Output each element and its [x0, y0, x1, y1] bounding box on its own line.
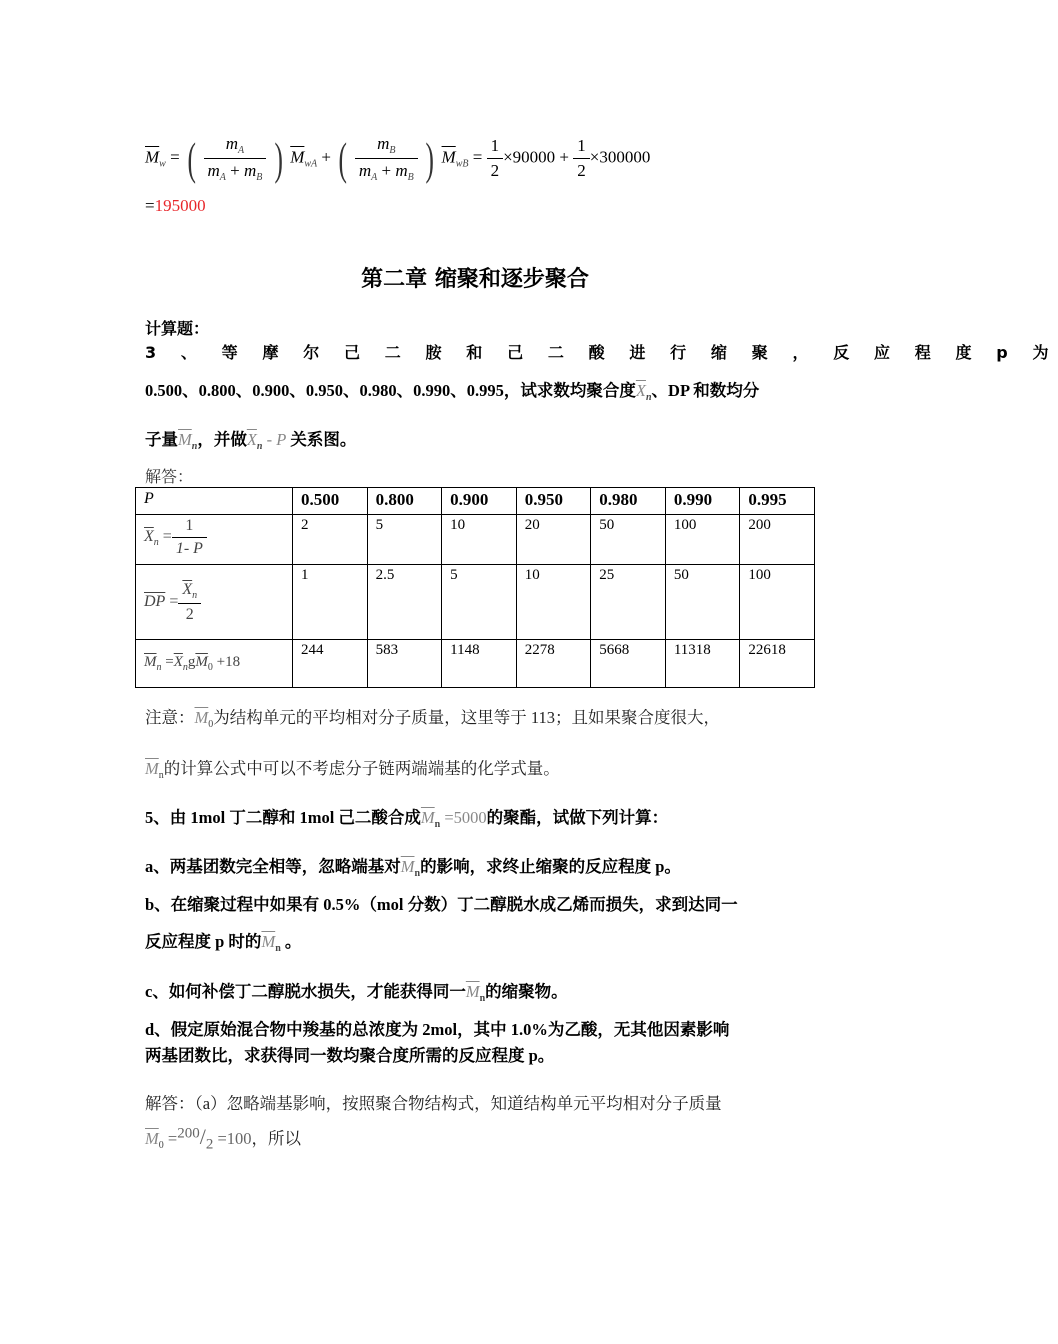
problem5-b-line2: 反应程度 p 时的$\overline{M}_n$ 。 [145, 932, 302, 954]
problem5-a: a、两基团数完全相等，忽略端基对$\overline{M}_n$的影响，求终止缩聚的反应程度 p。 [145, 857, 681, 879]
header-p: P [136, 488, 293, 515]
table-cell: 583 [367, 640, 442, 688]
table-cell: 11318 [665, 640, 740, 688]
problem5-c: c、如何补偿丁二醇脱水损失，才能获得同一$\overline{M}_n$的缩聚物。 [145, 982, 568, 1004]
note-line2: $\overline{M}_n$的计算公式中可以不考虑分子链两端端基的化学式量。 [145, 759, 560, 781]
problem3-line1: 3 、 等 摩 尔 己 二 胺 和 己 二 酸 进 行 缩 聚 ， 反 应 程 度 p 为 [145, 343, 1058, 362]
table-cell: 5 [367, 515, 442, 565]
header-cell: 0.500 [293, 488, 368, 515]
table-cell: 5668 [591, 640, 666, 688]
header-cell: 0.800 [367, 488, 442, 515]
table-cell: 200 [740, 515, 815, 565]
table-cell: 20 [516, 515, 591, 565]
table-cell: 244 [293, 640, 368, 688]
mw-formula: $\overline{M}_w$ = ( $\frac{m_A}{m_A + m_B}$ ) $\overline{M}_{wA}$ + ( $\frac{m_B}{m_A + m_B}$ ) $\overline{M}_{wB}$ = $\frac{1}{2}$ ×90000 + $\frac{1}{2}$ ×300000 [145, 133, 651, 184]
problem5-d-line1: d、假定原始混合物中羧基的总浓度为 2mol，其中 1.0%为乙酸，无其他因素影响 [145, 1020, 730, 1039]
answer-label: 解答： [145, 469, 194, 486]
header-cell: 0.950 [516, 488, 591, 515]
table-cell: 2278 [516, 640, 591, 688]
problem5-b-line1: b、在缩聚过程中如果有 0.5%（mol 分数）丁二醇脱水成乙烯而损失，求到达同一 [145, 895, 738, 914]
xn-formula: $\overline{X}_n$ = $\frac{1}{1- P}$ [136, 515, 293, 565]
header-cell: 0.995 [740, 488, 815, 515]
header-cell: 0.980 [591, 488, 666, 515]
mw-result: =195000 [145, 196, 206, 215]
table-row [136, 515, 815, 565]
table-cell: 1 [293, 565, 368, 640]
table-cell: 100 [665, 515, 740, 565]
mass-fraction-a: $\frac{m_A}{m_A + m_B}$ [204, 134, 267, 183]
chapter-title: 第二章 缩聚和逐步聚合 [361, 267, 589, 292]
table-cell: 2.5 [367, 565, 442, 640]
answer5-line1: 解答：（a）忽略端基影响，按照聚合物结构式，知道结构单元平均相对分子质量 [145, 1094, 722, 1113]
mw-symbol: $\overline{M}$ [145, 147, 160, 167]
table-cell: 10 [442, 515, 517, 565]
results-table [135, 487, 815, 688]
problem5-intro: 5、由 1mol 丁二醇和 1mol 己二酸合成$\overline{M}_n =5000$的聚酯，试做下列计算： [145, 808, 669, 830]
table-cell: 1148 [442, 640, 517, 688]
table-cell: 25 [591, 565, 666, 640]
table-cell: 100 [740, 565, 815, 640]
mn-formula: $\overline{M}_n =\overline{X}_ng\overline{M}_0 +18$ [136, 640, 293, 688]
table-cell: 22618 [740, 640, 815, 688]
note-line1: 注意：$\overline{M}_0$为结构单元的平均相对分子质量，这里等于 113；且如果聚合度很大， [145, 708, 721, 730]
table-cell: 50 [665, 565, 740, 640]
table-header-row [136, 488, 815, 515]
table-cell: 2 [293, 515, 368, 565]
dp-formula: $\overline{DP}$ = $\frac{\overline{X}_n}{2}$ [136, 565, 293, 640]
header-cell: 0.900 [442, 488, 517, 515]
mw-result-value: 195000 [154, 196, 206, 215]
table-cell: 50 [591, 515, 666, 565]
table-cell: 5 [442, 565, 517, 640]
table-cell: 10 [516, 565, 591, 640]
table-row [136, 565, 815, 640]
section-label: 计算题： [145, 319, 210, 338]
problem3-line3: 子量$\overline{M}_n$，并做$\overline{X}_n$ - P 关系图。 [145, 430, 357, 452]
problem5-d-line2: 两基团数比，求获得同一数均聚合度所需的反应程度 p。 [145, 1046, 555, 1065]
table-row [136, 640, 815, 688]
header-cell: 0.990 [665, 488, 740, 515]
problem3-line2: 0.500、0.800、0.900、0.950、0.980、0.990、0.995，试求数均聚合度$\overline{X}_n$、DP 和数均分 [145, 381, 760, 403]
answer5-line2: $\overline{M}_0 =^{200}/_2 =100$，所以 [145, 1124, 301, 1153]
mass-fraction-b: $\frac{m_B}{m_A + m_B}$ [355, 134, 418, 183]
